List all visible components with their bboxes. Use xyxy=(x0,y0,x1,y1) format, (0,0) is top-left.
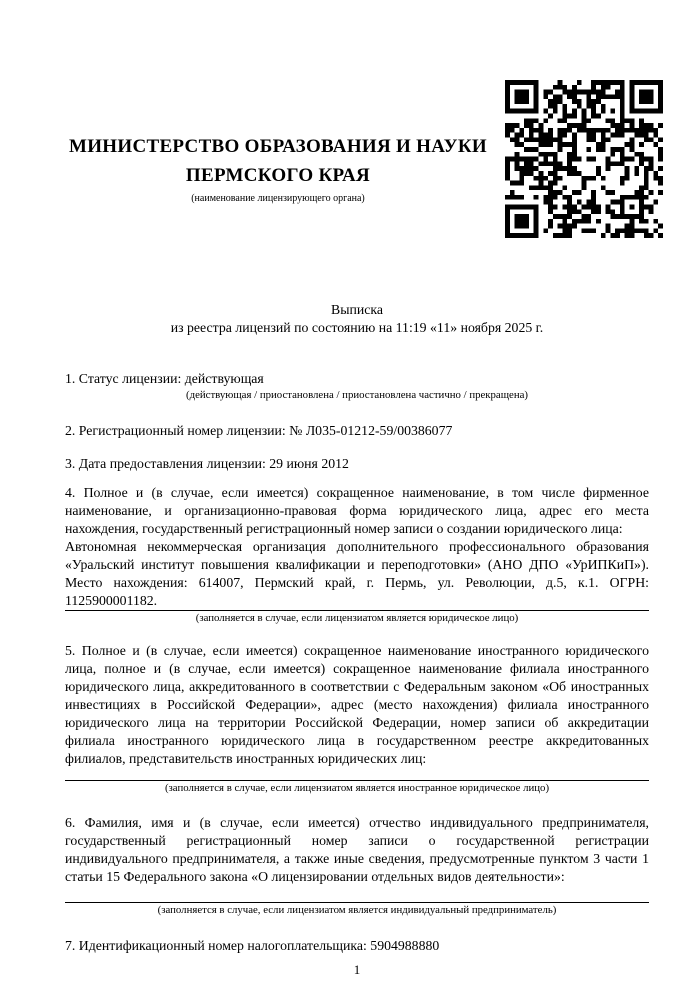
field-legal-entity-value: Автономная некоммерческая организация дополнительного профессионального образования «Уральский институт повышения квалификации и переподготовки» (АНО ДПО «УрИПКиП»). Место нахождения: 614007, Пермский край, г. Пермь, ул. Революции, д.5, к.1. ОГРН: 1125900001182. xyxy=(65,539,649,608)
document-title xyxy=(65,301,649,336)
issuing-authority-name-line1: МИНИСТЕРСТВО ОБРАЗОВАНИЯ И НАУКИ xyxy=(68,136,488,157)
field-legal-entity-caption: (заполняется в случае, если лицензиатом является юридическое лицо) xyxy=(195,612,519,624)
issuing-authority-name-line2: ПЕРМСКОГО КРАЯ xyxy=(185,165,371,186)
field-individual-entrepreneur-description: 6. Фамилия, имя и (в случае, если имеется) отчество индивидуального предпринимателя, государственный регистрационный номер записи о государственной регистрации индивидуального предпринимателя, а также иные сведения, предусмотренные пунктом 3 части 1 статьи 15 Федерального закона «О лицензировании отдельных видов деятельности»: xyxy=(65,815,649,884)
field-grant-date: 3. Дата предоставления лицензии: 29 июня 2012 xyxy=(65,456,349,471)
field-foreign-entity-description: 5. Полное и (в случае, если имеется) сокращенное наименование иностранного юридического лица, полное и (в случае, если имеется) сокращенное наименование филиала иностранного юридического лица, аккредитованного в соответствии с Федеральным законом «Об иностранных инвестициях в Российской Федерации», адрес (место нахождения) филиала иностранного юридического лица на территории Российской Федерации, номер записи об аккредитации филиала иностранного юридического лица в государственном реестре аккредитованных филиалов, представительств иностранных юридических лиц: xyxy=(65,643,649,766)
field-legal-entity-description: 4. Полное и (в случае, если имеется) сокращенное наименование, в том числе фирменное наименование, и организационно-правовая форма юридического лица, адрес его места нахождения, государственный регистрационный номер записи о создании юридического лица: xyxy=(65,485,649,536)
field-taxpayer-id: 7. Идентификационный номер налогоплательщика: 5904988880 xyxy=(65,938,440,953)
document-title-line2: из реестра лицензий по состоянию на 11:19 «11» ноября 2025 г. xyxy=(170,319,544,335)
issuing-authority-name xyxy=(65,132,491,190)
field-license-status-caption: (действующая / приостановлена / приостановлена частично / прекращена) xyxy=(186,389,528,401)
issuing-authority-block xyxy=(65,132,491,205)
field-registration-number: 2. Регистрационный номер лицензии: № Л035-01212-59/00386077 xyxy=(65,423,453,438)
field-license-status: 1. Статус лицензии: действующая xyxy=(65,371,264,386)
field-foreign-entity-caption: (заполняется в случае, если лицензиатом является иностранное юридическое лицо) xyxy=(164,782,550,794)
field-individual-entrepreneur-caption: (заполняется в случае, если лицензиатом является индивидуальный предприниматель) xyxy=(157,904,557,916)
page-number: 1 xyxy=(353,962,361,977)
document-content xyxy=(65,0,649,978)
document-title-line1: Выписка xyxy=(331,302,383,317)
issuing-authority-caption: (наименование лицензирующего органа) xyxy=(191,193,365,204)
